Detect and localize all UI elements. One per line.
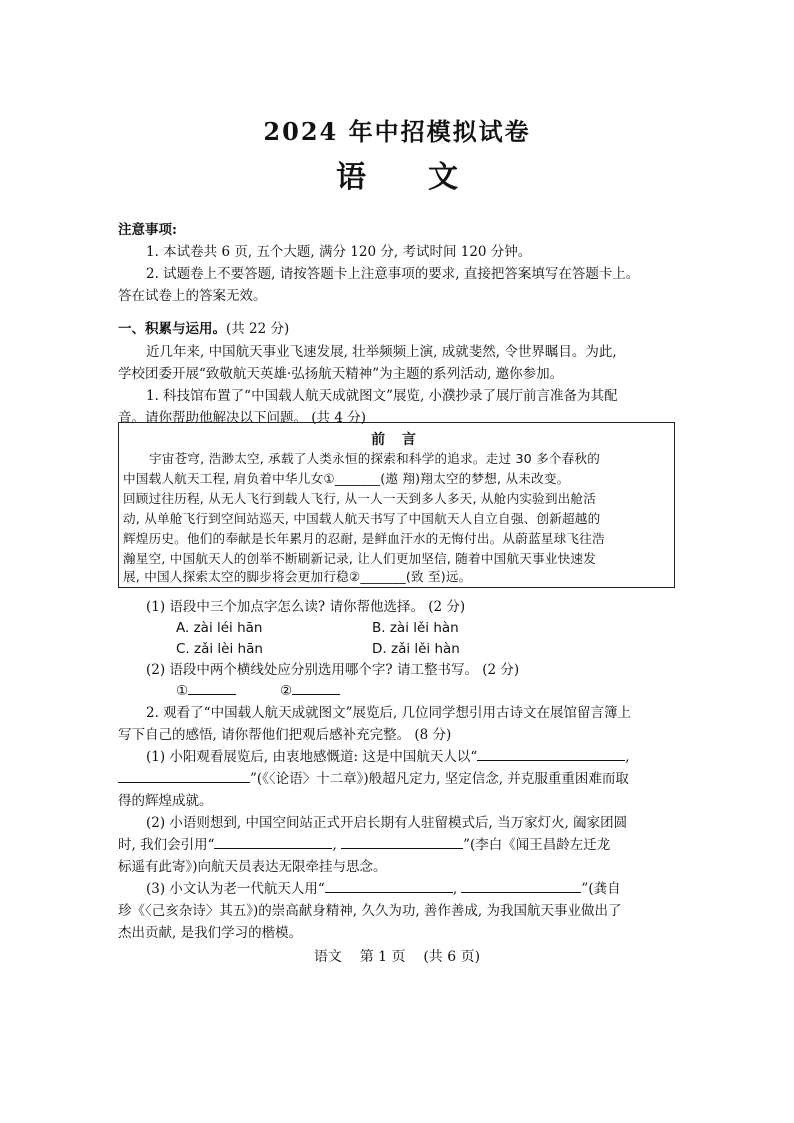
- question-2-line-1: 2. 观看了“中国载人航天成就图文”展览后, 几位同学想引用古诗文在展馆留言簿上: [146, 705, 632, 721]
- preface-line: 中国载人航天工程, 肩负着中华儿女①_______(遨 翔)翔太空的梦想, 从未改变。: [123, 471, 570, 486]
- section-1-score: (共 22 分): [226, 321, 290, 337]
- exam-title: 2024 年中招模拟试卷: [263, 117, 531, 146]
- answer-line: [118, 768, 250, 783]
- question-2-1-line-2: [118, 768, 629, 790]
- question-2-line-2: 写下自己的感悟, 请你帮他们把观后感补充完整。 (8 分): [118, 727, 452, 743]
- question-2-3-source: ”(龚自: [581, 881, 621, 897]
- question-2-3-line-3: 杰出贡献, 是我们学习的楷模。: [118, 925, 303, 941]
- answer-line: [325, 878, 453, 893]
- question-1-line-2: 音。请你帮助他解决以下问题。 (共 4 分): [118, 410, 366, 426]
- answer-line: [461, 878, 581, 893]
- notice-item-2: 2. 试题卷上不要答题, 请按答题卡上注意事项的要求, 直接把答案填写在答题卡上。: [146, 266, 640, 282]
- notice-item-2-cont: 答在试卷上的答案无效。: [118, 288, 267, 304]
- question-1-2: (2) 语段中两个横线处应分别选用哪个字? 请工整书写。 (2 分): [146, 662, 520, 678]
- preface-line: 瀚星空, 中国航天人的创举不断刷新记录, 让人们更加坚信, 随着中国航天事业快速发: [123, 551, 597, 566]
- blank-2-label: ②: [280, 683, 293, 699]
- question-2-2-source: ”(李白《闻王昌龄左迁龙: [463, 837, 611, 853]
- blank-1-line: [188, 680, 236, 695]
- question-2-1-text-cont: ”(《〈论语〉十二章》)般超凡定力, 坚定信念, 并克服重重困难而取: [250, 771, 629, 787]
- question-2-1-line-1: (1) 小阳观看展览后, 由衷地感慨道: 这是中国航天人以“ ,: [146, 746, 630, 768]
- question-2-3-line-1: (3) 小文认为老一代航天人用“ , ”(龚自: [146, 878, 621, 900]
- section-1-heading: [118, 318, 289, 340]
- question-2-2-line-1: (2) 小语则想到, 中国空间站正式开启长期有人驻留模式后, 当万家灯火, 阖家团圆: [146, 815, 628, 831]
- question-2-2-line-3: 标遥有此寄》)向航天员表达无限牵挂与思念。: [118, 859, 387, 875]
- notice-heading: 注意事项:: [118, 222, 177, 238]
- answer-line: [214, 834, 332, 849]
- intro-line-2: 学校团委开展“致敬航天英雄·弘扬航天精神”为主题的系列活动, 邀你参加。: [118, 366, 564, 382]
- subject-title: [0, 152, 794, 196]
- notice-item-1: 1. 本试卷共 6 页, 五个大题, 满分 120 分, 考试时间 120 分钟。: [146, 244, 532, 260]
- blank-1-label: ①: [176, 683, 189, 699]
- intro-line-1: 近几年来, 中国航天事业飞速发展, 壮举频频上演, 成就斐然, 令世界瞩目。为此,: [146, 344, 617, 360]
- question-1-line-1: 1. 科技馆布置了“中国载人航天成就图文”展览, 小濮抄录了展厅前言准备为其配: [146, 388, 618, 404]
- question-2-2-text: 时, 我们会引用“: [118, 837, 215, 853]
- subject-char-2: 文: [428, 160, 458, 195]
- answer-line: [341, 834, 463, 849]
- blank-2-line: [292, 680, 340, 695]
- question-2-1-text: (1) 小阳观看展览后, 由衷地感慨道: 这是中国航天人以“: [146, 749, 478, 765]
- preface-title: 前 言: [371, 432, 422, 448]
- option-c: C. zǎi lèi hān: [176, 641, 263, 657]
- option-b: B. zài lěi hàn: [372, 620, 459, 636]
- page-footer: 语文 第 1 页 (共 6 页): [313, 949, 481, 965]
- section-1-title: 一、积累与运用。: [118, 321, 226, 337]
- subject-char-1: 语: [336, 160, 366, 195]
- option-d: D. zǎi lěi hàn: [372, 641, 460, 657]
- preface-box: [118, 422, 675, 588]
- question-1-1: (1) 语段中三个加点字怎么读? 请你帮他选择。 (2 分): [146, 599, 466, 615]
- preface-line: 回顾过往历程, 从无人飞行到载人飞行, 从一人一天到多人多天, 从舱内实验到出舱活: [123, 491, 597, 506]
- question-2-3-text: (3) 小文认为老一代航天人用“: [146, 881, 325, 897]
- preface-line: 展, 中国人探索太空的脚步将会更加行稳②_______(致 至)远。: [123, 569, 472, 584]
- question-2-1-line-3: 得的辉煌成就。: [118, 793, 213, 809]
- preface-line: 动, 从单舱飞行到空间站巡天, 中国载人航天书写了中国航天人自立自强、创新超越的: [123, 511, 601, 526]
- question-2-2-line-2: 时, 我们会引用“ , ”(李白《闻王昌龄左迁龙: [118, 834, 610, 856]
- question-2-3-line-2: 珍《〈己亥杂诗〉其五》)的崇高献身精神, 久久为功, 善作善成, 为我国航天事业做出了: [118, 903, 622, 919]
- preface-line: 宇宙苍穹, 浩渺太空, 承载了人类永恒的探索和科学的追求。走过 30 多个春秋的: [149, 451, 601, 466]
- option-a: A. zài léi hān: [176, 620, 263, 636]
- preface-line: 辉煌历史。他们的奉献是长年累月的忍耐, 是鲜血汗水的无悔付出。从蔚蓝星球飞往浩: [123, 531, 605, 546]
- answer-blank-2: [280, 680, 340, 702]
- answer-blank-1: [176, 680, 236, 702]
- answer-line: [477, 746, 625, 761]
